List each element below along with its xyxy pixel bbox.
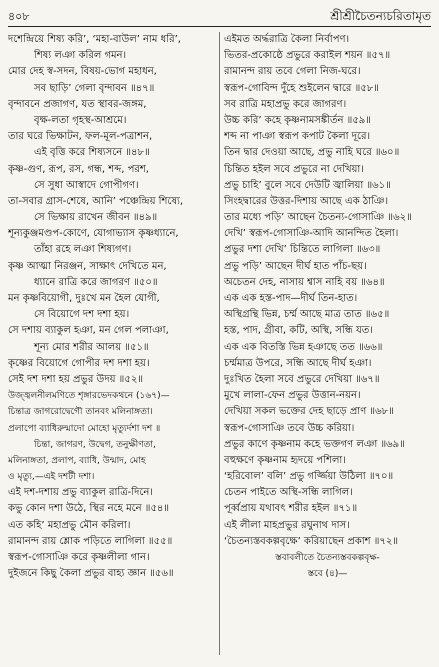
page-number: ৪০৮ bbox=[8, 10, 30, 23]
verse-line: সব রাত্রি মহাপ্রভু করে জাগরণ। bbox=[224, 98, 347, 110]
verse-line: অস্থিগ্রন্থি ভিন্ন, চর্ম্ম আছে মাত্র তাত ॥৬৫॥ bbox=[224, 309, 390, 321]
verse-line: স্তবে (৪)— bbox=[307, 569, 348, 580]
left-column bbox=[8, 32, 216, 655]
verse-line: এই বৃত্তি করে শিষ্যসনে ॥৪৮॥ bbox=[34, 147, 150, 159]
verse-line: তিন দ্বার দেওয়া আছে, প্রভু নাহি ঘরে ॥৬০॥ bbox=[224, 147, 400, 159]
verse-line: কৃষ্ণের বিয়োগে গোপীর দশ দশা হয়। bbox=[8, 357, 150, 369]
verse-line: ‘হরিবোল’ বলি’ প্রভু গর্জ্জিয়া উঠিলা ॥৭০॥ bbox=[224, 471, 394, 483]
verse-line: প্রলাপো ব্যাধিরুন্মাদো মোহো মৃত্যুর্দশা দশ ॥ bbox=[8, 423, 161, 434]
verse-line: সিংহদ্বারের উত্তর-দিশায় আছে এক ঠাঞি। bbox=[224, 195, 389, 207]
verse-line: অচেতন দেহ, নাসায় শ্বাস নাহি বয় ॥৬৪॥ bbox=[224, 276, 385, 288]
verse-line: সে ভিক্ষায় রাখেন জীবন ॥৪৯॥ bbox=[34, 212, 158, 224]
page-header bbox=[8, 6, 431, 28]
verse-line: চর্ম্মমাত্র উপরে, সন্ধি আছে দীর্ঘ হঞা। bbox=[224, 357, 372, 369]
verse-line: এক এক বিতস্তি ভিন্ন হঞাছে তত ॥৬৬॥ bbox=[224, 341, 383, 353]
column-divider bbox=[219, 32, 220, 655]
verse-line: তা-সবার গ্রাস-শেষে, আনি’ পঞ্চেন্দ্রিয় শিষ্যে, bbox=[8, 195, 184, 207]
verse-line: প্রভু চাহি’ বুলে সবে দেউটি জ্বালিয়া ॥৬১॥ bbox=[224, 179, 391, 191]
verse-line: কভু কোন দশা উঠে, স্থির নহে মনে ॥৫৪॥ bbox=[8, 503, 170, 515]
verse-line: সে দশায় ব্যাকুল হঞা, মন গেল পলাঞা, bbox=[8, 325, 169, 337]
verse-line: দশেন্দ্রিয়ে শিষ্য করি’, ‘মহা-বাউল’ নাম ধরি’, bbox=[8, 34, 181, 45]
verse-line: এত কহি’ মহাপ্রভু মৌন করিলা। bbox=[8, 519, 131, 531]
verse-line: ধ্যানে রাত্রি করে জাগরণ ॥৫০॥ bbox=[34, 276, 158, 288]
verse-line: শিষ্য লঞা করিল গমন। bbox=[34, 50, 127, 62]
verse-line: ভিতর-প্রকোষ্ঠে প্রভুরে করাইল শয়ন ॥৫৭॥ bbox=[224, 50, 391, 62]
verse-line: দেখি’ স্বরূপ-গোসাঞি-আদি আনন্দিত হৈলা। bbox=[224, 228, 399, 240]
verse-line: সব ছাড়ি’ গেলা বৃন্দাবন ॥৪৭॥ bbox=[34, 82, 155, 94]
verse-line: মোর দেহ স্ব-সদন, বিষয়-ভোগ মহাধন, bbox=[8, 66, 157, 78]
verse-line: চিন্তিত হইল সবে প্রভুরে না দেখিয়া। bbox=[224, 163, 364, 175]
verse-line: দেখিয়া সকল ভক্তের দেহ ছাড়ে প্রাণ ॥৬৮॥ bbox=[224, 406, 394, 418]
verse-line: এই লীলা মাহপ্রভুর রঘুনাথ দাস। bbox=[224, 519, 350, 531]
verse-line: স্বরূপ-গোসাঞি করে কৃষ্ণলীলা গান। bbox=[8, 552, 150, 563]
verse-line: স্বরূপ-গোসাঞি তবে উচ্চ করিয়া। bbox=[224, 422, 355, 434]
verse-line: চিন্তাত্র জাগরোদ্বেগৌ তানবং মলিনাঙ্গতা। bbox=[8, 407, 153, 418]
verse-line: ও মৃত্যু,—এই দশটী দশা। bbox=[8, 472, 95, 483]
verse-line: মলিনাঙ্গতা, প্রলাপ, ব্যাধি, উন্মাদ, মোহ bbox=[8, 455, 146, 466]
verse-line: বৃক্ষ-লতা গৃহস্থ-আশ্রমে। bbox=[34, 114, 127, 126]
header-rule bbox=[8, 26, 431, 27]
verse-line: উজ্জ্বলনীলমণিতে শৃঙ্গারভেদকথনে (১৬৭)— bbox=[8, 391, 170, 402]
verse-line: কৃষ্ণ-গুণ, রূপ, রস, গন্ধ, শব্দ, পরশ, bbox=[8, 163, 149, 175]
verse-line: এই দশ-দশায় প্রভু ব্যাকুল রাত্রি-দিনে। bbox=[8, 487, 153, 499]
running-title: শ্রীশ্রীচৈতন্যচরিতামৃত bbox=[330, 9, 431, 23]
right-column bbox=[224, 32, 431, 655]
verse-line: প্রভুর দশা দেখি’ চিন্তিতে লাগিলা ॥৬৩॥ bbox=[224, 244, 381, 256]
verse-line: তার ঘরে ভিক্ষাটন, ফল-মূল-পত্রাশন, bbox=[8, 131, 153, 143]
verse-line: মন কৃষ্ণবিয়োগী, দুঃখে মন হৈল যোগী, bbox=[8, 293, 160, 304]
verse-line: শব্দ না পাঞা স্বরূপ কপাট কৈলা দূরে। bbox=[224, 131, 371, 143]
verse-line: সে বিয়োগে দশ দশা হয়। bbox=[34, 309, 130, 321]
verse-line: সে সুধা আস্বাদে গোপীগণ। bbox=[34, 179, 139, 191]
verse-line: ‘চৈতন্যস্তবকল্পবৃক্ষে’ করিয়াছেন প্রকাশ ॥৭২॥ bbox=[224, 535, 399, 547]
verse-line: পূর্ব্বপ্রায় যথাবৎ শরীর হইল ॥৭১॥ bbox=[224, 503, 358, 515]
verse-line: চিন্তা, জাগরণ, উদ্বেগ, তনুক্ষীণতা, bbox=[34, 439, 156, 450]
verse-line: স্তবাবলীতে চৈতন্যস্তবকল্পবৃক্ষ- bbox=[275, 553, 380, 563]
verse-line: এইমত অর্দ্ধরাত্রি কৈলা নির্বাপণ। bbox=[224, 34, 350, 45]
verse-line: দুঃখিত হৈলা সবে প্রভুরে দেখিয়া ॥৬৭॥ bbox=[224, 373, 380, 385]
verse-line: দুইজনে কিছু কৈলা প্রভুর বাহ্য জ্ঞান ॥৫৬॥ bbox=[8, 568, 174, 580]
verse-line: কৃষ্ণ আত্মা নিরঞ্জন, সাক্ষাৎ দেখিতে মন, bbox=[8, 260, 167, 272]
verse-line: তাঁহা রহে লঞা শিষ্যগণ। bbox=[34, 244, 132, 256]
verse-line: রামানন্দ রায় তবে গেলা নিজ-ঘরে। bbox=[224, 66, 361, 78]
verse-line: মুখে লালা-ফেন প্রভুর উত্তান-নয়ন। bbox=[224, 390, 361, 402]
verse-line: প্রভুর কাণে কৃষ্ণনাম কহে ভক্তগণ লঞা ॥৬৯॥ bbox=[224, 438, 405, 450]
verse-line: এক এক হস্ত-পাদ—দীর্ঘ তিন-হাত। bbox=[224, 293, 358, 304]
verse-line: চেতন পাইতে অস্থি-সন্ধি লাগিল। bbox=[224, 487, 353, 499]
verse-line: প্রভু পড়ি’ আছেন দীর্ঘ হাত পাঁচ-ছয়। bbox=[224, 260, 367, 272]
verse-line: তার মধ্যে পড়ি’ আছেন চৈতন্য-গোসাঞি ॥৬২॥ bbox=[224, 212, 412, 224]
verse-line: সেই দশ দশা হয় প্রভুর উদয় ॥৫২॥ bbox=[8, 373, 143, 385]
verse-line: শূন্য মোর শরীর আলয় ॥৫১॥ bbox=[34, 341, 149, 353]
verse-line: বহুক্ষণে কৃষ্ণনাম হৃদয়ে পশিলা। bbox=[224, 454, 346, 466]
verse-line: শূন্যকুঞ্জমণ্ডপ-কোণে, যোগাভ্যাস কৃষ্ণধ্যানে, bbox=[8, 228, 179, 240]
verse-line: রামানন্দ রায় শ্লোক পড়িতে লাগিলা ॥৫৫॥ bbox=[8, 535, 173, 547]
verse-line: উচ্চ করি’ কহে কৃষ্ণনামসঙ্কীর্তন ॥৫৯॥ bbox=[224, 114, 371, 126]
verse-line: বৃন্দাবনে প্রজাগণ, যত স্থাবর-জঙ্গম, bbox=[8, 98, 147, 110]
verse-line: হস্ত, পাদ, গ্রীবা, কটি, অস্থি, সন্ধি যত। bbox=[224, 325, 373, 337]
verse-line: স্বরূপ-গোবিন্দ দুঁহে শুইলেন দ্বারে ॥৫৮॥ bbox=[224, 82, 379, 94]
